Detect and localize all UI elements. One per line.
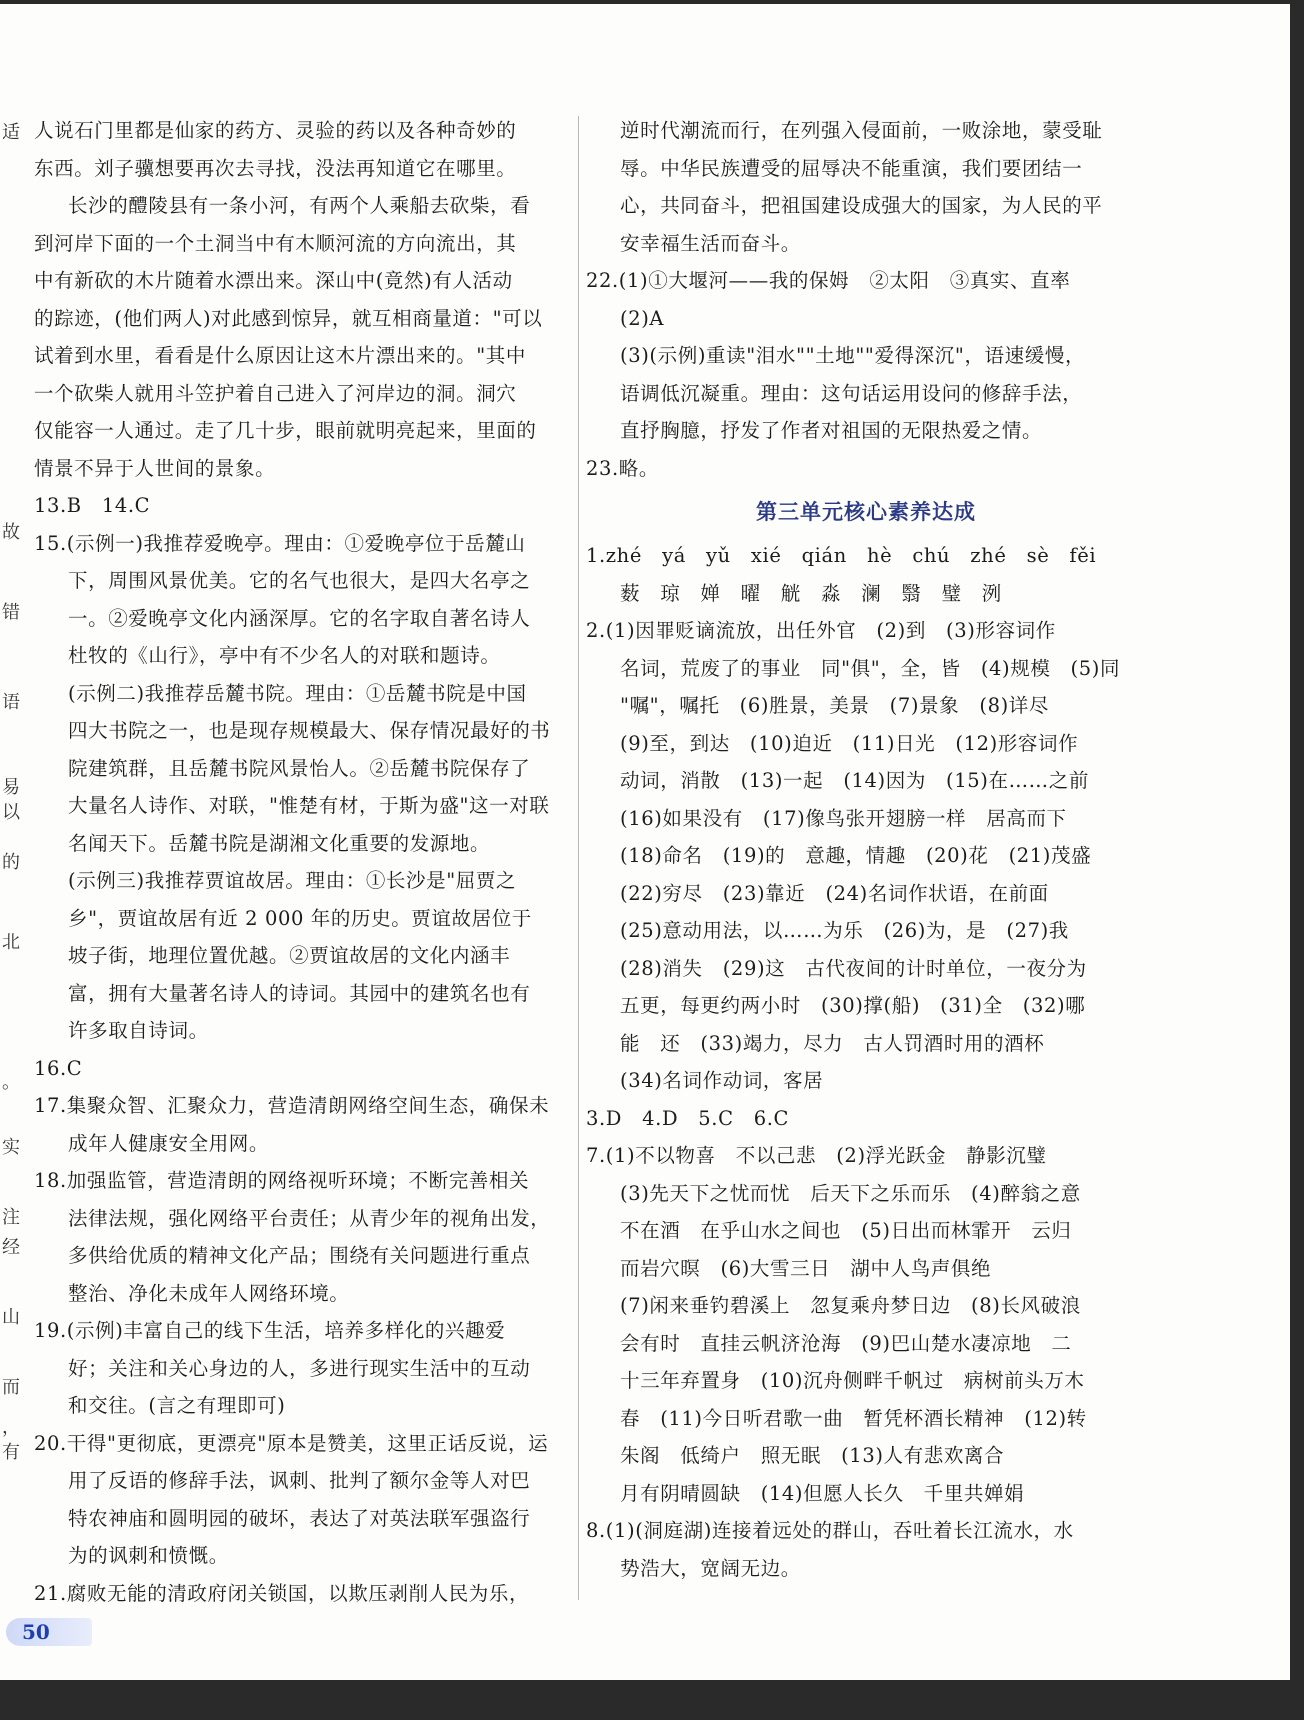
text-line: 20.干得"更彻底，更漂亮"原本是赞美，这里正话反说，运 <box>34 1431 549 1455</box>
edge-fragment: 而 <box>2 1377 20 1398</box>
edge-fragment: 山 <box>2 1307 20 1328</box>
text-line: 情景不异于人世间的景象。 <box>34 456 276 480</box>
text-line: 十三年弃置身 (10)沉舟侧畔千帆过 病树前头万木 <box>620 1369 1085 1392</box>
text-line: 薮 琼 婵 曜 觥 淼 澜 翳 璧 洌 <box>620 581 1002 605</box>
text-line: 许多取自诗词。 <box>68 1019 209 1042</box>
text-line: 而岩穴暝 (6)大雪三日 湖中人鸟声俱绝 <box>620 1256 992 1280</box>
text-line: (18)命名 (19)的 意趣，情趣 (20)花 (21)茂盛 <box>620 844 1092 867</box>
edge-fragment: 的 <box>2 852 20 873</box>
text-line: (28)消失 (29)这 古代夜间的计时单位，一夜分为 <box>620 956 1087 980</box>
text-line: 和交往。(言之有理即可) <box>68 1394 286 1417</box>
text-line: 辱。中华民族遭受的屈辱决不能重演，我们要团结一 <box>620 156 1083 180</box>
edge-fragment: 错 <box>2 602 20 623</box>
text-line: 动词，消散 (13)一起 (14)因为 (15)在……之前 <box>620 769 1089 792</box>
text-line: 15.(示例一)我推荐爱晚亭。理由：①爱晚亭位于岳麓山 <box>34 531 526 555</box>
text-line: 语调低沉凝重。理由：这句话运用设问的修辞手法， <box>620 381 1083 405</box>
text-line: 用了反语的修辞手法，讽刺、批判了额尔金等人对巴 <box>68 1469 531 1492</box>
column-divider <box>578 116 579 1600</box>
edge-fragment: 有 <box>2 1442 20 1463</box>
edge-fragment: 注 <box>2 1207 20 1228</box>
text-line: 春 (11)今日听君歌一曲 暂凭杯酒长精神 (12)转 <box>620 1406 1087 1430</box>
text-line: 22.(1)①大堰河——我的保姆 ②太阳 ③真实、直率 <box>586 269 1071 292</box>
text-line: 会有时 直挂云帆济沧海 (9)巴山楚水凄凉地 二 <box>620 1331 1072 1355</box>
text-line: (2)A <box>620 306 665 330</box>
page-number: 50 <box>6 1618 92 1646</box>
text-line: 四大书院之一，也是现存规模最大、保存情况最好的书 <box>68 719 551 742</box>
text-line: 3.D 4.D 5.C 6.C <box>586 1106 790 1130</box>
text-line: 一个砍柴人就用斗笠护着自己进入了河岸边的洞。洞穴 <box>34 381 517 405</box>
text-line: (16)如果没有 (17)像鸟张开翅膀一样 居高而下 <box>620 806 1067 830</box>
text-line: 名词，荒废了的事业 同"俱"，全，皆 (4)规模 (5)同 <box>620 656 1121 680</box>
text-line: 仅能容一人通过。走了几十步，眼前就明亮起来，里面的 <box>34 419 537 442</box>
right-column-unit-answers <box>586 537 1146 1587</box>
right-column <box>586 112 1146 1587</box>
text-line: (示例二)我推荐岳麓书院。理由：①岳麓书院是中国 <box>68 681 527 705</box>
edge-fragment: 。 <box>2 1072 20 1093</box>
text-line: 杜牧的《山行》，亭中有不少名人的对联和题诗。 <box>68 644 501 667</box>
text-line: 人说石门里都是仙家的药方、灵验的药以及各种奇妙的 <box>34 119 517 142</box>
text-line: 朱阁 低绮户 照无眠 (13)人有悲欢离合 <box>620 1444 1005 1467</box>
text-line: 心，共同奋斗，把祖国建设成强大的国家，为人民的平 <box>620 194 1103 217</box>
text-line: 逆时代潮流而行，在列强入侵面前，一败涂地，蒙受耻 <box>620 119 1103 142</box>
text-line: 8.(1)(洞庭湖)连接着远处的群山，吞吐着长江流水，水 <box>586 1519 1074 1542</box>
edge-fragment: 易 <box>2 777 20 798</box>
edge-fragment: 北 <box>2 932 20 953</box>
section-title: 第三单元核心素养达成 <box>756 500 976 524</box>
text-line: 一。②爱晚亭文化内涵深厚。它的名字取自著名诗人 <box>68 606 531 630</box>
text-line: (34)名词作动词，客居 <box>620 1069 824 1092</box>
text-line: 不在酒 在乎山水之间也 (5)日出而林霏开 云归 <box>620 1219 1072 1242</box>
right-column-top-answers <box>586 112 1146 487</box>
text-line: 直抒胸臆，抒发了作者对祖国的无限热爱之情。 <box>620 419 1043 442</box>
text-line: 长沙的醴陵县有一条小河，有两个人乘船去砍柴，看 <box>68 194 531 217</box>
text-line: (3)先天下之忧而忧 后天下之乐而乐 (4)醉翁之意 <box>620 1181 1081 1205</box>
text-line: 13.B 14.C <box>34 494 151 517</box>
text-line: 月有阴晴圆缺 (14)但愿人长久 千里共婵娟 <box>620 1481 1025 1505</box>
text-line: (示例三)我推荐贾谊故居。理由：①长沙是"屈贾之 <box>68 869 517 892</box>
text-line: 大量名人诗作、对联，"惟楚有材，于斯为盛"这一对联 <box>68 794 550 817</box>
text-line: 整治、净化未成年人网络环境。 <box>68 1281 350 1305</box>
text-line: 院建筑群，且岳麓书院风景怡人。②岳麓书院保存了 <box>68 756 531 780</box>
text-line: (7)闲来垂钓碧溪上 忽复乘舟梦日边 (8)长风破浪 <box>620 1294 1081 1317</box>
edge-fragment: 故 <box>2 522 20 543</box>
text-line: 21.腐败无能的清政府闭关锁国，以欺压剥削人民为乐， <box>34 1581 530 1605</box>
text-line: 中有新砍的木片随着水漂出来。深山中(竟然)有人活动 <box>34 269 513 292</box>
edge-fragment: 语 <box>2 692 20 713</box>
text-line: 东西。刘子骥想要再次去寻找，没法再知道它在哪里。 <box>34 156 517 180</box>
document-page <box>0 4 1290 1680</box>
text-line: 试着到水里，看看是什么原因让这木片漂出来的。"其中 <box>34 344 526 367</box>
text-line: 下，周围风景优美。它的名气也很大，是四大名亭之 <box>68 569 531 592</box>
text-line: 势浩大，宽阔无边。 <box>620 1556 801 1580</box>
text-line: "嘱"，嘱托 (6)胜景，美景 (7)景象 (8)详尽 <box>620 694 1050 717</box>
text-line: 好；关注和关心身边的人，多进行现实生活中的互动 <box>68 1356 531 1380</box>
text-line: 7.(1)不以物喜 不以己悲 (2)浮光跃金 静影沉璧 <box>586 1144 1047 1167</box>
text-line: 名闻天下。岳麓书院是湖湘文化重要的发源地。 <box>68 831 491 855</box>
text-line: 18.加强监管，营造清朗的网络视听环境；不断完善相关 <box>34 1169 530 1192</box>
text-line: 的踪迹，(他们两人)对此感到惊异，就互相商量道："可以 <box>34 306 543 330</box>
text-line: 特农神庙和圆明园的破坏，表达了对英法联军强盗行 <box>68 1506 531 1530</box>
text-line: 五更，每更约两小时 (30)撑(船) (31)全 (32)哪 <box>620 994 1086 1017</box>
edge-fragment: 实 <box>2 1137 20 1158</box>
text-line: (9)至，到达 (10)迫近 (11)日光 (12)形容词作 <box>620 731 1079 755</box>
text-line: (25)意动用法，以……为乐 (26)为，是 (27)我 <box>620 919 1069 942</box>
text-line: 坡子街，地理位置优越。②贾谊故居的文化内涵丰 <box>68 944 511 967</box>
text-line: 19.(示例)丰富自己的线下生活，培养多样化的兴趣爱 <box>34 1319 506 1342</box>
text-line: 17.集聚众智、汇聚众力，营造清朗网络空间生态，确保未 <box>34 1094 550 1117</box>
text-line: 23.略。 <box>586 456 660 480</box>
text-line: (22)穷尽 (23)靠近 (24)名词作状语，在前面 <box>620 881 1049 905</box>
edge-fragment: ， <box>2 1417 20 1438</box>
text-line: 1.zhé yá yǔ xié qián hè chú zhé sè fěi <box>586 544 1097 567</box>
left-column <box>34 112 594 1612</box>
edge-fragment: 经 <box>2 1237 20 1258</box>
text-line: (3)(示例)重读"泪水""土地""爱得深沉"，语速缓慢， <box>620 344 1086 367</box>
text-line: 能 还 (33)竭力，尽力 古人罚酒时用的酒杯 <box>620 1031 1045 1055</box>
text-line: 富，拥有大量著名诗人的诗词。其园中的建筑名也有 <box>68 981 531 1005</box>
text-line: 多供给优质的精神文化产品；围绕有关问题进行重点 <box>68 1244 531 1267</box>
text-line: 16.C <box>34 1056 83 1080</box>
text-line: 为的讽刺和愤慨。 <box>68 1544 229 1567</box>
text-line: 到河岸下面的一个土洞当中有木顺河流的方向流出，其 <box>34 231 517 255</box>
text-line: 乡"，贾谊故居有近 2 000 年的历史。贾谊故居位于 <box>68 906 532 930</box>
text-line: 法律法规，强化网络平台责任；从青少年的视角出发， <box>68 1206 551 1230</box>
edge-fragment: 以 <box>2 802 20 823</box>
edge-fragment: 适 <box>2 122 20 143</box>
text-line: 安幸福生活而奋斗。 <box>620 231 801 255</box>
text-line: 2.(1)因罪贬谪流放，出任外官 (2)到 (3)形容词作 <box>586 619 1056 642</box>
text-line: 成年人健康安全用网。 <box>68 1131 270 1155</box>
